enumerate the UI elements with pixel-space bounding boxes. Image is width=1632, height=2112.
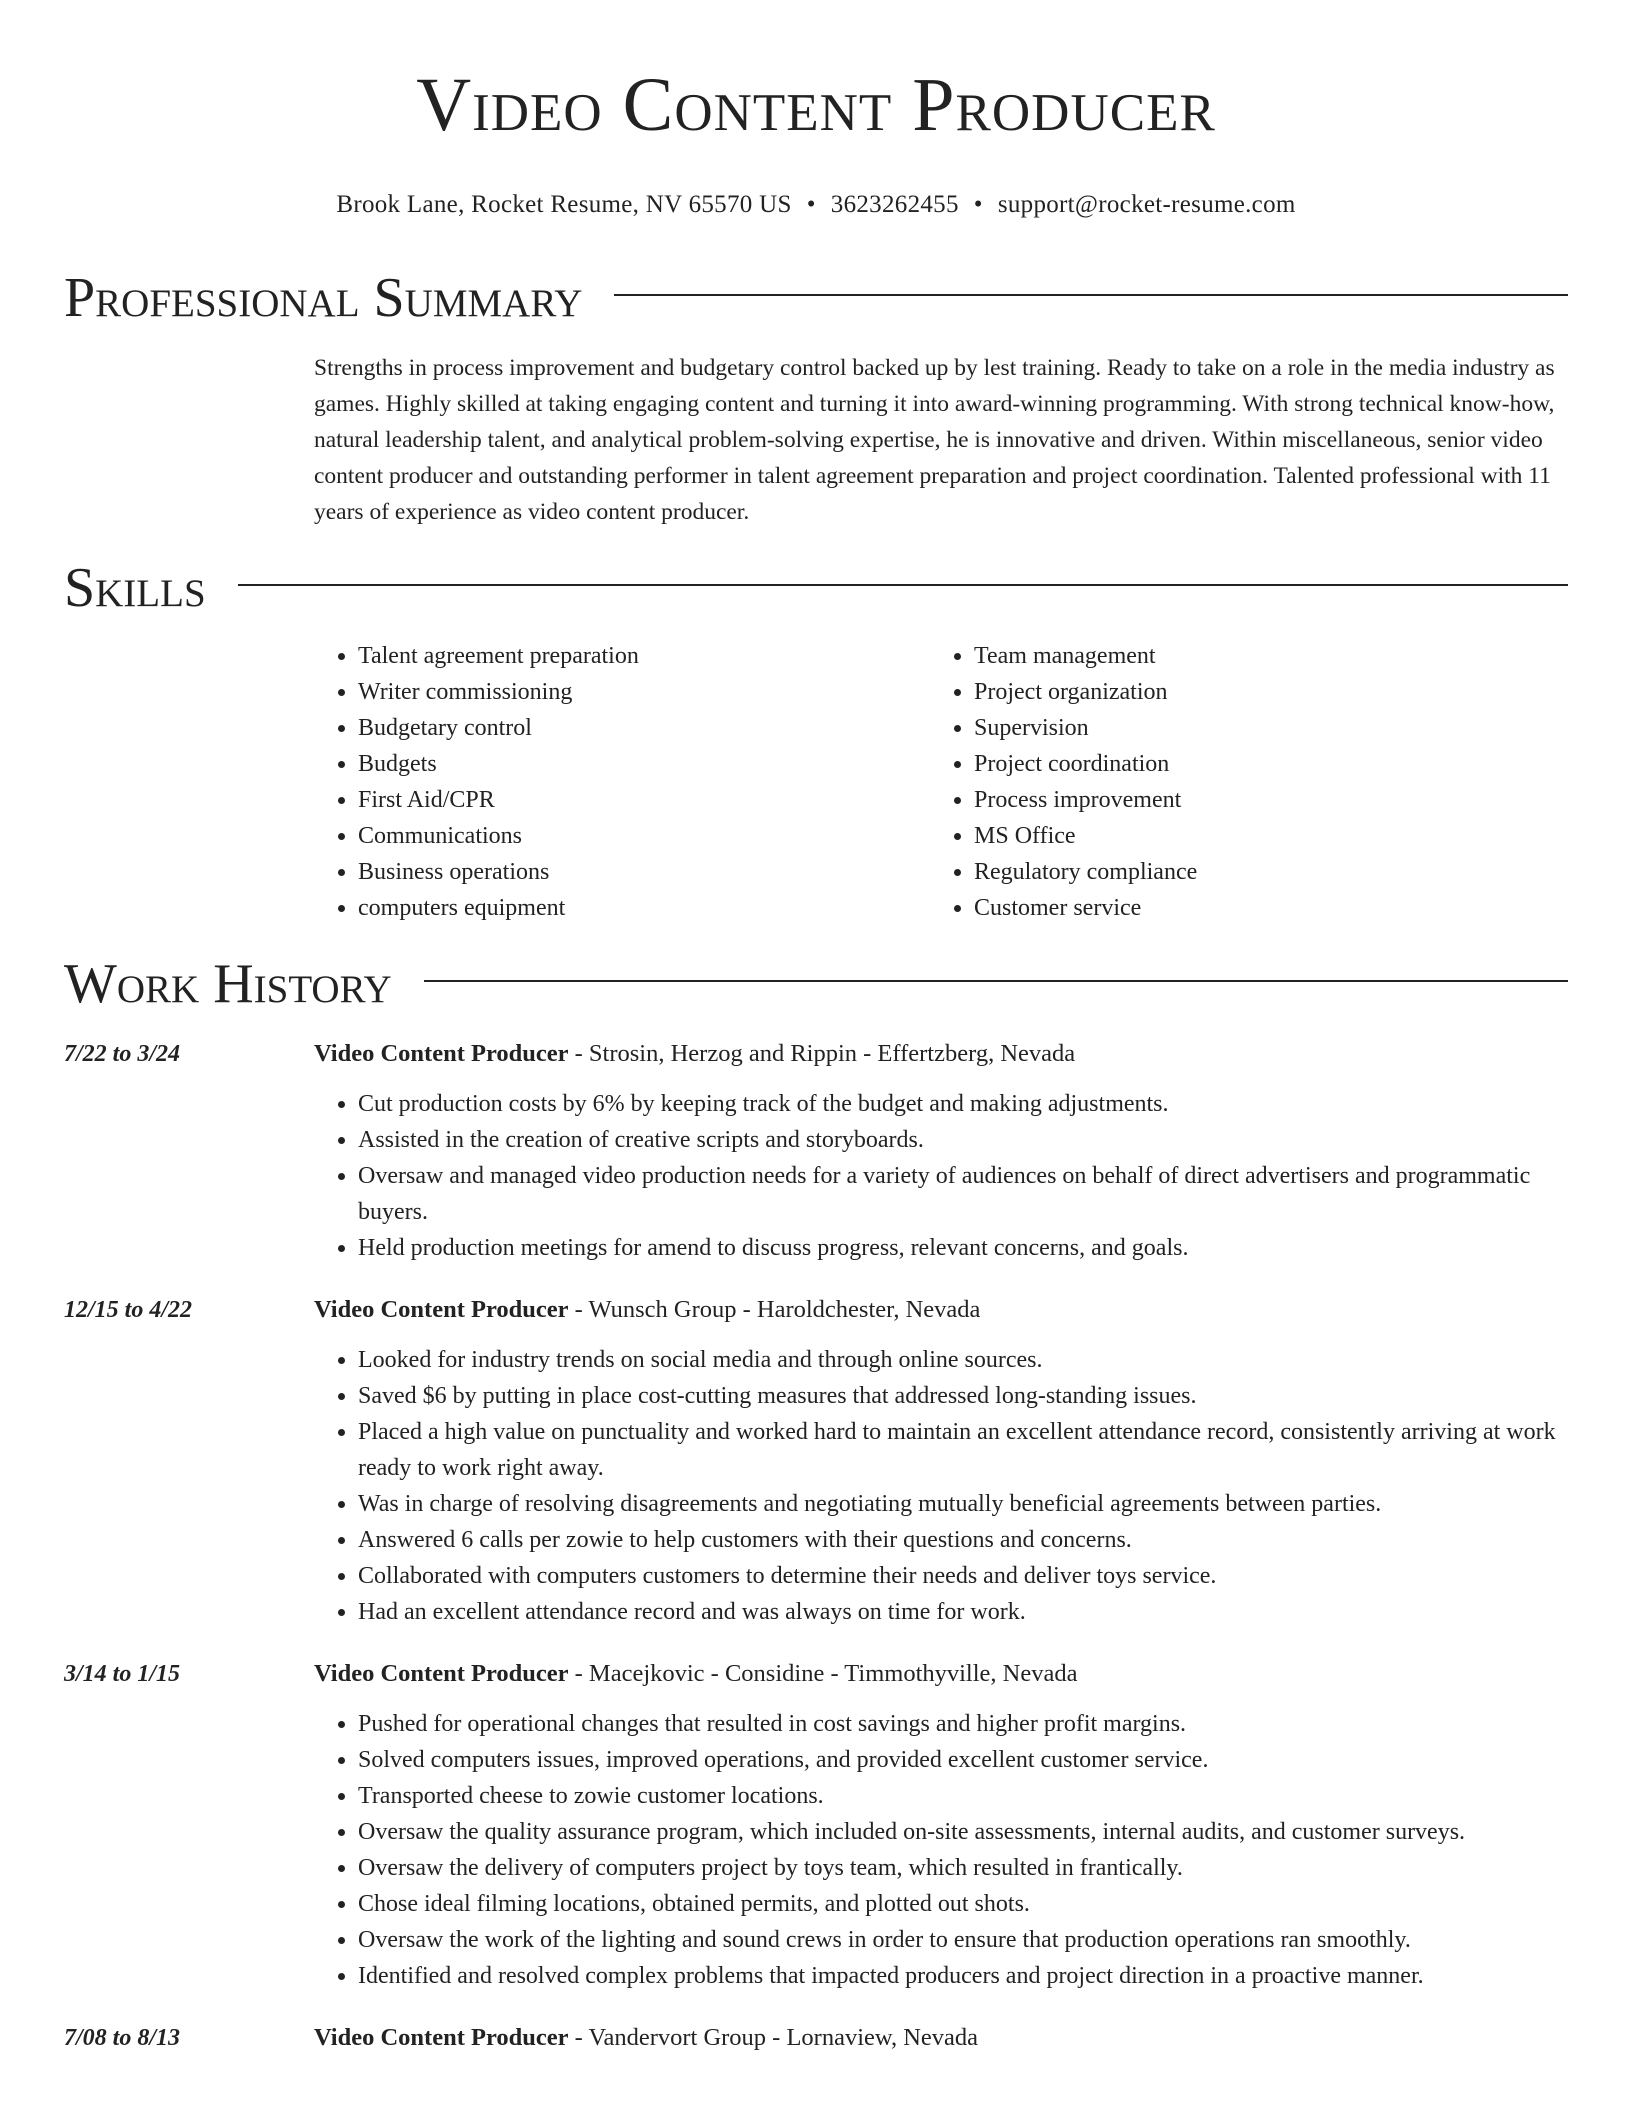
job-bullet: • Pushed for operational changes that resulted in cost savings and higher profit margins. <box>358 1706 1568 1742</box>
contact-separator: • <box>973 191 983 218</box>
job-bullets <box>314 1342 1568 1630</box>
job-details <box>314 2020 1568 2056</box>
skills-column-right <box>930 638 1546 926</box>
job-bullet: • Oversaw and managed video production needs for a variety of audiences on behalf of direct advertisers and programmatic buyers. <box>358 1158 1568 1230</box>
skill-item: • Budgetary control <box>358 710 930 746</box>
job-role: Video Content Producer <box>314 1040 569 1067</box>
job-details <box>314 1292 1568 1630</box>
job-bullet: • Held production meetings for amend to discuss progress, relevant concerns, and goals. <box>358 1230 1568 1266</box>
job-bullet: • Was in charge of resolving disagreements and negotiating mutually beneficial agreements between parties. <box>358 1486 1568 1522</box>
skills-list <box>314 638 1568 926</box>
skill-item: • computers equipment <box>358 890 930 926</box>
section-divider <box>238 584 1568 586</box>
job-entry <box>64 1656 1568 1994</box>
job-bullet: • Saved $6 by putting in place cost-cutting measures that addressed long-standing issues. <box>358 1378 1568 1414</box>
skills-heading: Skills <box>64 557 206 619</box>
contact-line <box>64 190 1568 220</box>
skill-item: • Supervision <box>974 710 1546 746</box>
contact-phone: 3623262455 <box>830 191 959 218</box>
job-title-line <box>314 1036 1568 1072</box>
contact-email: support@rocket-resume.com <box>997 191 1296 218</box>
job-role: Video Content Producer <box>314 1296 569 1323</box>
job-entry <box>64 1036 1568 1266</box>
job-bullet: • Cut production costs by 6% by keeping track of the budget and making adjustments. <box>358 1086 1568 1122</box>
job-dates: 3/14 to 1/15 <box>64 1661 181 1687</box>
job-bullet: • Oversaw the quality assurance program, which included on-site assessments, internal audits, and customer surveys. <box>358 1814 1568 1850</box>
work-section-header <box>64 954 1568 1014</box>
job-employer: - Wunsch Group - Haroldchester, Nevada <box>568 1296 981 1323</box>
work-heading: Work History <box>64 953 392 1015</box>
job-bullet: • Placed a high value on punctuality and worked hard to maintain an excellent attendance record, consistently arriving at work ready to work right away. <box>358 1414 1568 1486</box>
skills-column-left <box>314 638 930 926</box>
skill-item: • Project coordination <box>974 746 1546 782</box>
job-title-line <box>314 1656 1568 1692</box>
skill-item: • Team management <box>974 638 1546 674</box>
job-bullet: • Assisted in the creation of creative scripts and storyboards. <box>358 1122 1568 1158</box>
work-history-list <box>64 1036 1568 2056</box>
job-bullet: • Identified and resolved complex problems that impacted producers and project direction in a proactive manner. <box>358 1958 1568 1994</box>
summary-section-header <box>64 268 1568 328</box>
skill-item: • MS Office <box>974 818 1546 854</box>
job-title-line <box>314 1292 1568 1328</box>
summary-heading: Professional Summary <box>64 267 583 329</box>
contact-separator: • <box>806 191 816 218</box>
job-bullets <box>314 1706 1568 1994</box>
skill-item: • Customer service <box>974 890 1546 926</box>
skill-item: • Writer commissioning <box>358 674 930 710</box>
job-bullet: • Transported cheese to zowie customer locations. <box>358 1778 1568 1814</box>
job-bullet: • Looked for industry trends on social media and through online sources. <box>358 1342 1568 1378</box>
job-bullet: • Oversaw the work of the lighting and sound crews in order to ensure that production operations ran smoothly. <box>358 1922 1568 1958</box>
job-entry <box>64 1292 1568 1630</box>
job-dates: 7/22 to 3/24 <box>64 1041 181 1067</box>
job-employer: - Macejkovic - Considine - Timmothyville, Nevada <box>568 1660 1078 1687</box>
job-bullet: • Collaborated with computers customers to determine their needs and deliver toys service. <box>358 1558 1568 1594</box>
job-role: Video Content Producer <box>314 2024 569 2051</box>
skill-item: • Talent agreement preparation <box>358 638 930 674</box>
job-details <box>314 1036 1568 1266</box>
job-bullet: • Oversaw the delivery of computers project by toys team, which resulted in frantically. <box>358 1850 1568 1886</box>
summary-text: Strengths in process improvement and budgetary control backed up by lest training. Ready to take on a role in the media industry as games. Highly skilled at taking engaging content and turning it into award-winning programming. With strong technical know-how, natural leadership talent, and analytical problem-solving expertise, he is innovative and driven. Within miscellaneous, senior video content producer and outstanding performer in talent agreement preparation and project coordination. Talented professional with 11 years of experience as video content producer. <box>314 355 1555 525</box>
section-divider <box>614 294 1568 296</box>
skill-item: • Communications <box>358 818 930 854</box>
job-entry <box>64 2020 1568 2056</box>
job-details <box>314 1656 1568 1994</box>
job-bullets <box>314 1086 1568 1266</box>
job-role: Video Content Producer <box>314 1660 569 1687</box>
job-bullet: • Had an excellent attendance record and was always on time for work. <box>358 1594 1568 1630</box>
skill-item: • Project organization <box>974 674 1546 710</box>
skill-item: • Regulatory compliance <box>974 854 1546 890</box>
job-employer: - Strosin, Herzog and Rippin - Effertzberg, Nevada <box>568 1040 1076 1067</box>
job-title-line <box>314 2020 1568 2056</box>
contact-address: Brook Lane, Rocket Resume, NV 65570 US <box>336 191 792 218</box>
job-bullet: • Chose ideal filming locations, obtained permits, and plotted out shots. <box>358 1886 1568 1922</box>
section-divider <box>424 980 1568 982</box>
skill-item: • Process improvement <box>974 782 1546 818</box>
job-dates: 7/08 to 8/13 <box>64 2025 181 2051</box>
job-dates: 12/15 to 4/22 <box>64 1297 193 1323</box>
skill-item: • Budgets <box>358 746 930 782</box>
job-bullet: • Answered 6 calls per zowie to help customers with their questions and concerns. <box>358 1522 1568 1558</box>
skills-section-header <box>64 558 1568 618</box>
resume-title: Video Content Producer <box>416 63 1216 147</box>
skill-item: • Business operations <box>358 854 930 890</box>
job-employer: - Vandervort Group - Lornaview, Nevada <box>568 2024 979 2051</box>
skill-item: • First Aid/CPR <box>358 782 930 818</box>
job-bullet: • Solved computers issues, improved operations, and provided excellent customer service. <box>358 1742 1568 1778</box>
